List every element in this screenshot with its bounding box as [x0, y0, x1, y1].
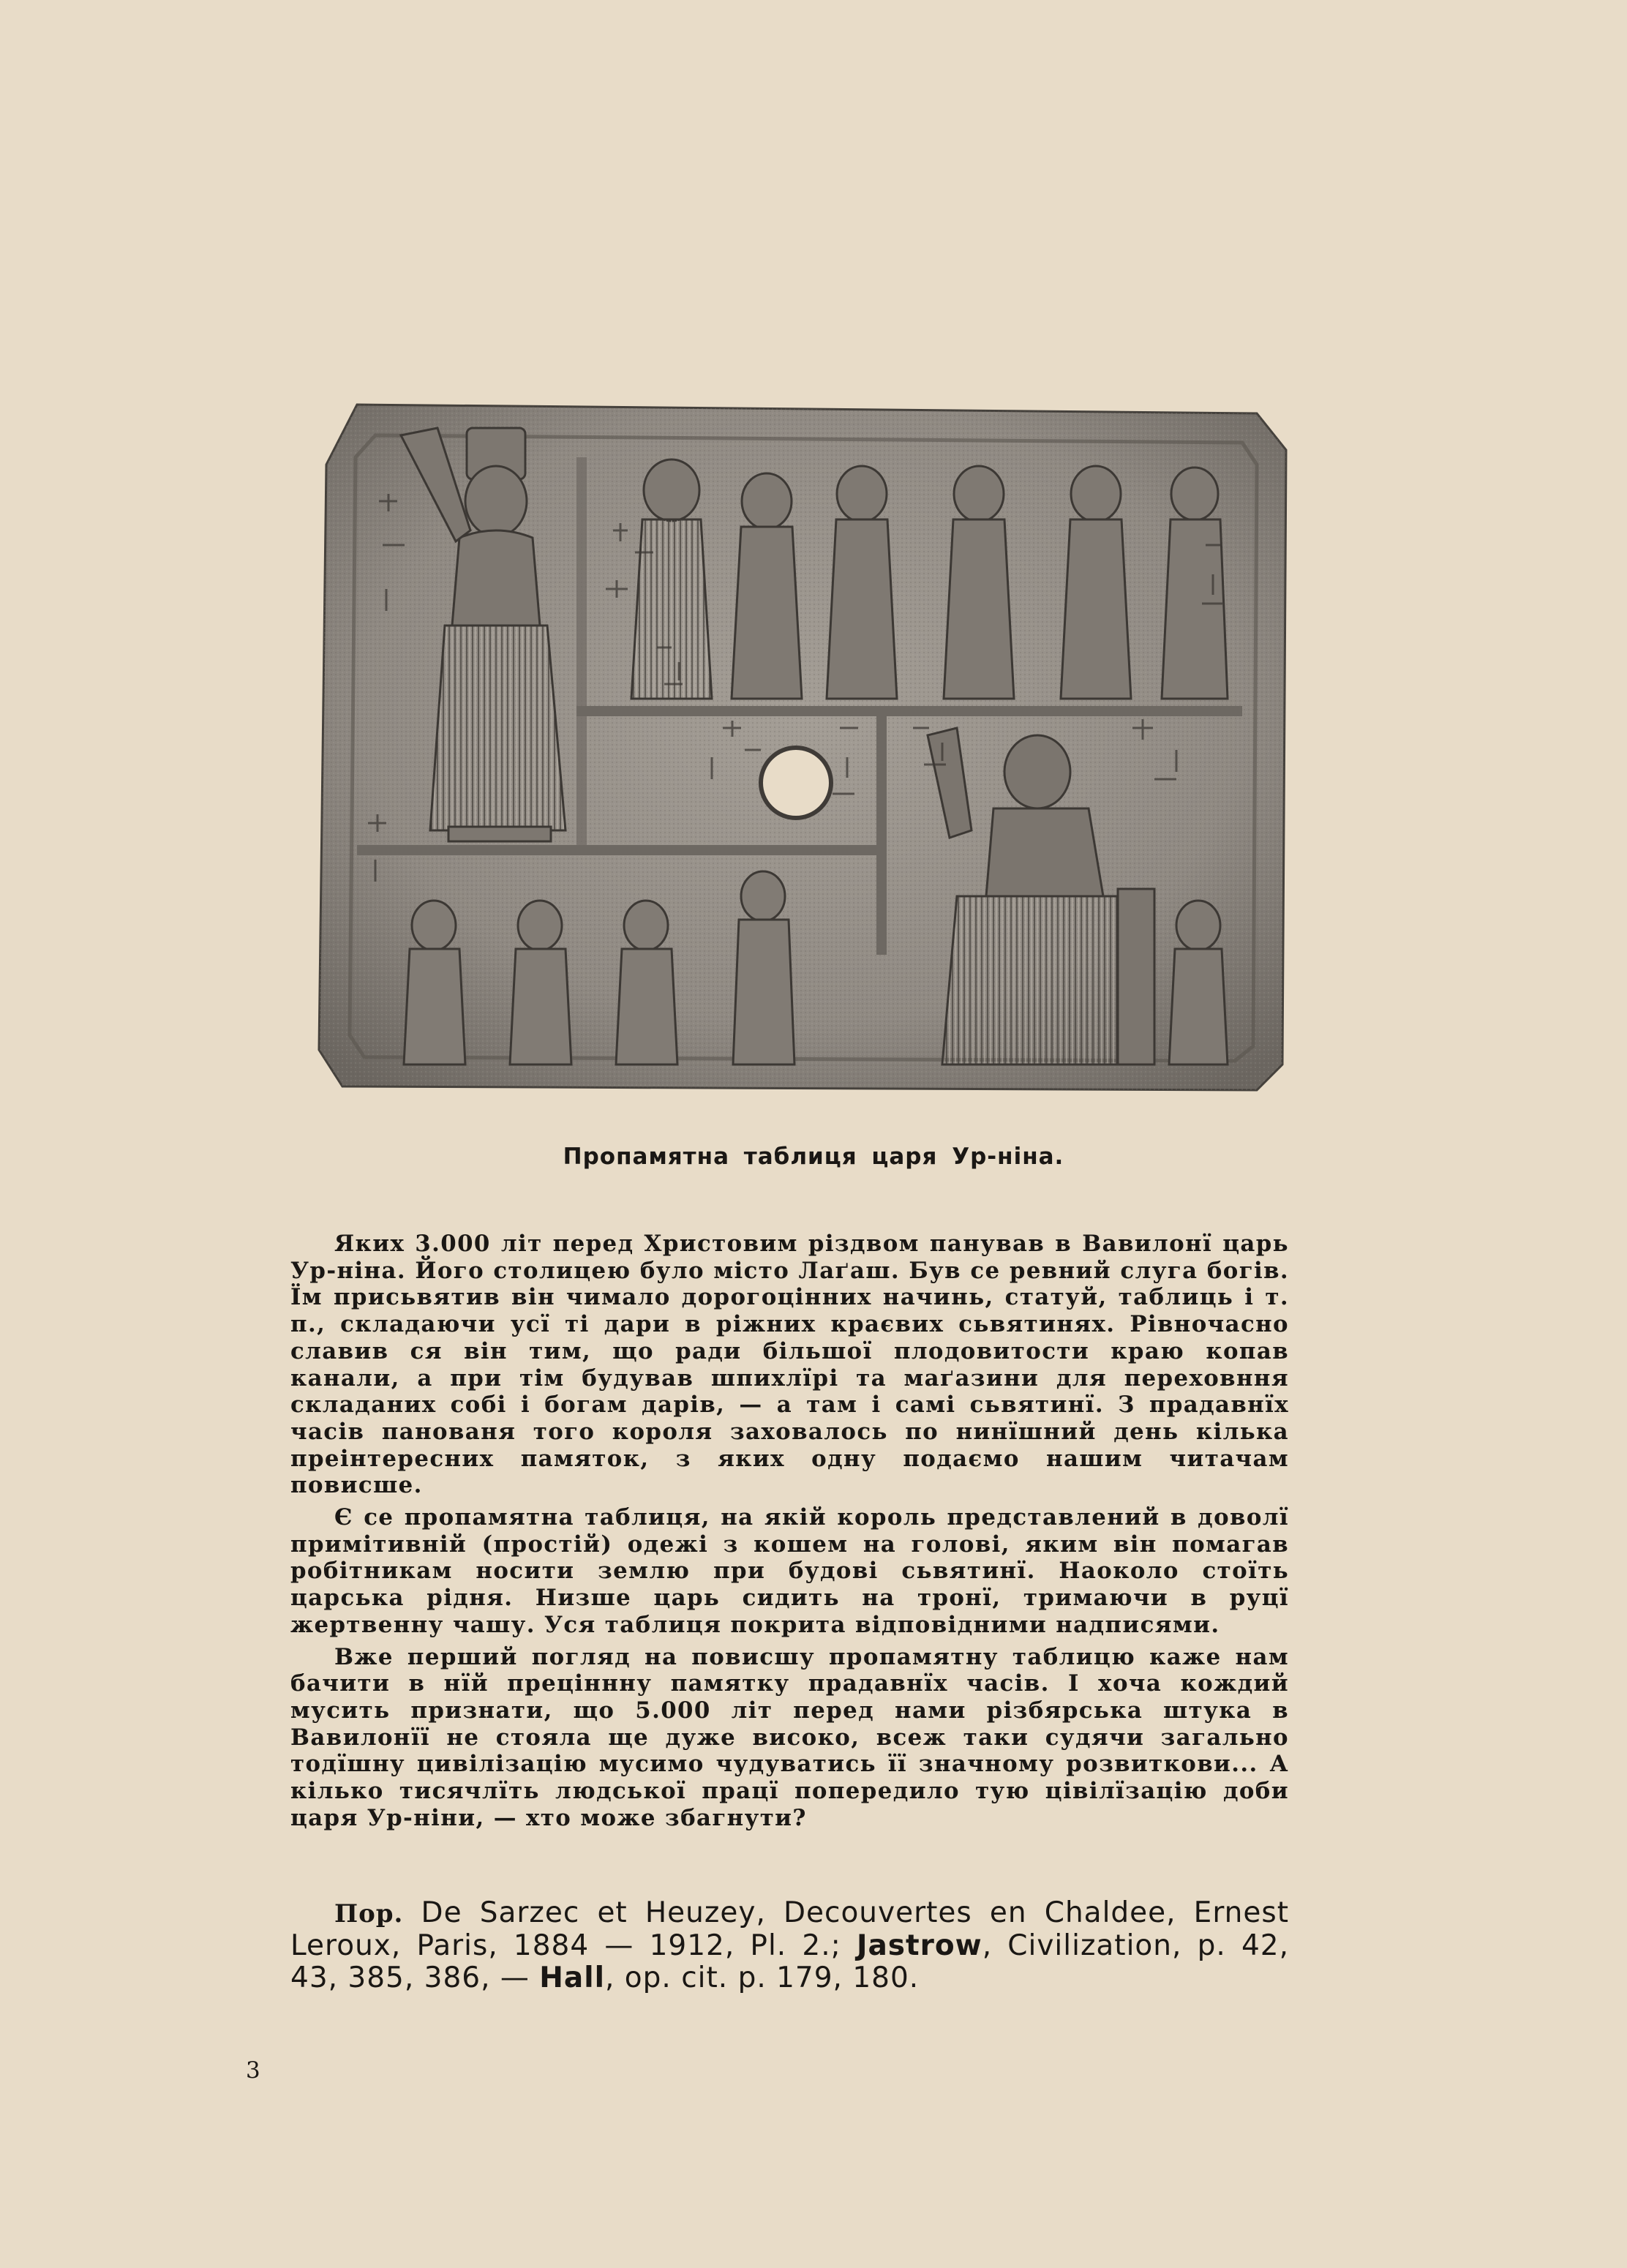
reference-lead: Пор. [334, 1899, 404, 1929]
figure-caption: Пропамятна таблиця царя Ур-ніна. [563, 1144, 1064, 1170]
paragraph-2: Є се пропамятна таблиця, на якій король представлений в доволї примітивній (простій) одежі з кошем на голові, яким він помагав робітникам носити землю при будові сьвятинї. Наоколо стоїть царська рідня. Низше царь сидить на тронї, тримаючи в руцї жертвенну чашу. Уся таблиця покрита відповідними надписями. [290, 1504, 1289, 1638]
reference-part-2: , Civilization, p. 42, 43, 385, 386, — [290, 1929, 1289, 1994]
article-body [290, 1231, 1289, 1836]
reference-author-hall: Hall [539, 1961, 605, 1994]
references [290, 1897, 1289, 1994]
stone-tablet-photo [313, 384, 1293, 1098]
reference-part-3: , op. cit. p. 179, 180. [605, 1961, 920, 1994]
page-number: 3 [246, 2057, 260, 2084]
paragraph-3: Вже перший погляд на повисшу пропамятну таблицю каже нам бачити в нїй преціннну памятку прадавнїх часів. І хоча кождий мусить признати, що 5.000 літ перед нами різбярська штука в Вавилонїї не стояла ще дуже високо, всеж таки судячи загально тодїшну цивілізацію мусимо чудуватись її значному розвиткови... А кілько тисячлїть людської працї попередило тую цівілїзацію доби царя Ур-ніни, — хто може збагнути? [290, 1643, 1289, 1831]
reference-author-jastrow: Jastrow [856, 1929, 982, 1962]
paragraph-1: Яких 3.000 літ перед Христовим різдвом панував в Вавилонї царь Ур-ніна. Його столицею було місто Лаґаш. Був се ревний слуга богів. Їм присьвятив він чимало дорогоцінних начинь, статуй, таблиць і т. п., складаючи усї ті дари в ріжних краєвих сьвятинях. Рівночасно славив ся він тим, що ради більшої плодовитости краю копав канали, а при тім будував шпихлїрі та маґазини для переховння складаних собі і богам дарів, — а там і самі сьвятинї. З прадавнїх часів панованя того короля заховалось по нинїшний день кілька преінтересних памяток, з яких одну подаємо нашим читачам повисше. [290, 1231, 1289, 1499]
reference-line [290, 1897, 1289, 1994]
reference-part-1: De Sarzec et Heuzey, Decouvertes en Chaldee, Ernest Leroux, Paris, 1884 — 1912, Pl. 2.; [290, 1896, 1289, 1962]
